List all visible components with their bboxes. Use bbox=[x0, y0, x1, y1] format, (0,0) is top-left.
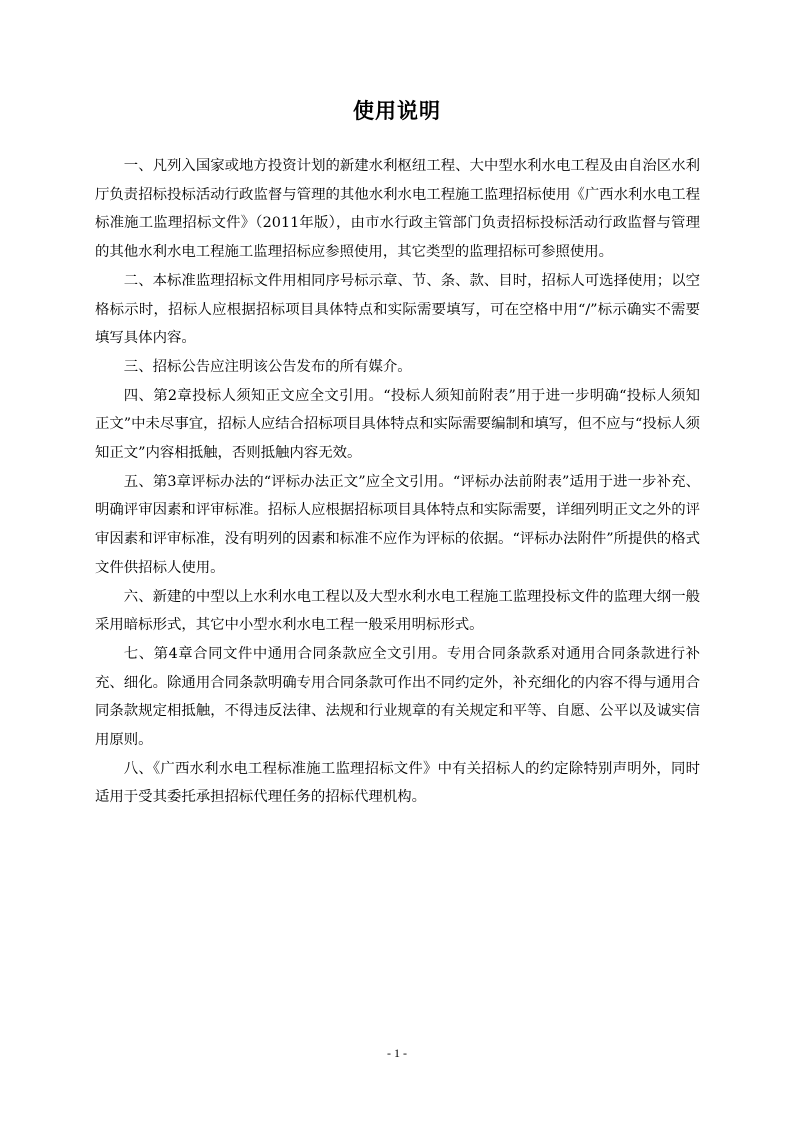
paragraph-7: 七、第4章合同文件中通用合同条款应全文引用。专用合同条款系对通用合同条款进行补充、细化。除通用合同条款明确专用合同条款可作出不同约定外，补充细化的内容不得与通用合同条款规定相抵触，不得违反法律、法规和行业规章的有关规定和平等、自愿、公平以及诚实信用原则。 bbox=[95, 645, 700, 749]
document-title: 使用说明 bbox=[353, 98, 441, 123]
paragraph-4: 四、第2章投标人须知正文应全文引用。“投标人须知前附表”用于进一步明确“投标人须知正文”中未尽事宜，招标人应结合招标项目具体特点和实际需要编制和填写，但不应与“投标人须知正文”内容相抵触，否则抵触内容无效。 bbox=[95, 387, 700, 462]
paragraph-1: 一、凡列入国家或地方投资计划的新建水利枢纽工程、大中型水利水电工程及由自治区水利厅负责招标投标活动行政监督与管理的其他水利水电工程施工监理招标使用《广西水利水电工程标准施工监理招标文件》（2011年版），由市水行政主管部门负责招标投标活动行政监督与管理的其他水利水电工程施工监理招标应参照使用，其它类型的监理招标可参照使用。 bbox=[95, 158, 700, 261]
document-body bbox=[95, 152, 700, 812]
paragraph-2: 二、本标准监理招标文件用相同序号标示章、节、条、款、目时，招标人可选择使用；以空格标示时，招标人应根据招标项目具体特点和实际需要填写，可在空格中用“/”标示确实不需要填写具体内容。 bbox=[95, 272, 700, 347]
paragraph-8: 八、《广西水利水电工程标准施工监理招标文件》中有关招标人的约定除特别声明外，同时适用于受其委托承担招标代理任务的招标代理机构。 bbox=[95, 760, 700, 806]
paragraph-3: 三、招标公告应注明该公告发布的所有媒介。 bbox=[123, 358, 412, 375]
page-number: - 1 - bbox=[387, 1046, 407, 1060]
paragraph-6: 六、新建的中型以上水利水电工程以及大型水利水电工程施工监理投标文件的监理大纲一般采用暗标形式，其它中小型水利水电工程一般采用明标形式。 bbox=[95, 588, 700, 634]
paragraph-5: 五、第3章评标办法的“评标办法正文”应全文引用。“评标办法前附表”适用于进一步补充、明确评审因素和评审标准。招标人应根据招标项目具体特点和实际需要，详细列明正文之外的评审因素和评审标准，没有明列的因素和标准不应作为评标的依据。“评标办法附件”所提供的格式文件供招标人使用。 bbox=[95, 473, 700, 576]
